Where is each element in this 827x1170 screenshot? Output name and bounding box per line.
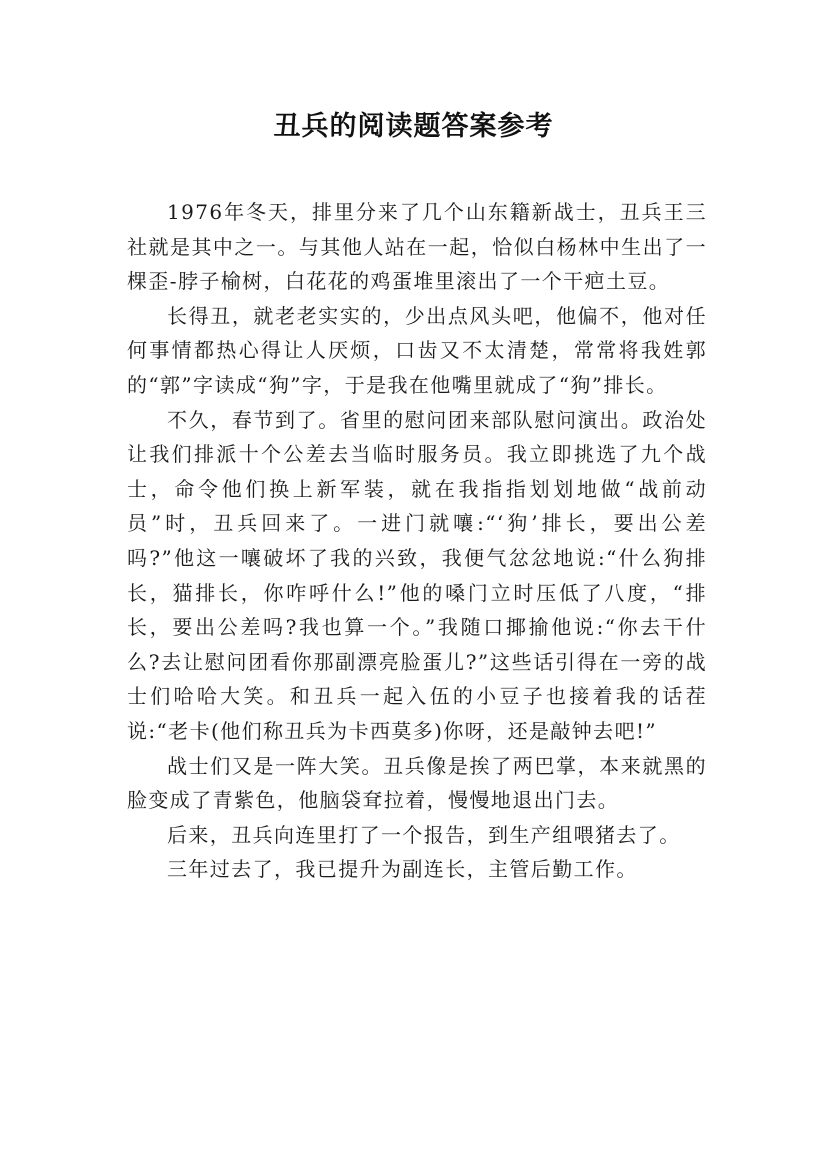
document-body [127,195,707,887]
paragraph: 战士们又是一阵大笑。丑兵像是挨了两巴掌，本来就黑的脸变成了青紫色，他脑袋耷拉着，慢慢地退出门去。 [127,753,707,813]
paragraph: 长得丑，就老老实实的，少出点风头吧，他偏不，他对任何事情都热心得让人厌烦，口齿又不太清楚，常常将我姓郭的“郭”字读成“狗”字，于是我在他嘴里就成了“狗”排长。 [127,303,707,397]
paragraph: 后来，丑兵向连里打了一个报告，到生产组喂猪去了。 [167,822,681,847]
document-title: 丑兵的阅读题答案参考 [273,111,554,142]
paragraph: 1976年冬天，排里分来了几个山东籍新战士，丑兵王三社就是其中之一。与其他人站在一起，恰似白杨林中生出了一棵歪-脖子榆树，白花花的鸡蛋堆里滚出了一个干疤土豆。 [127,200,707,294]
paragraph: 不久，春节到了。省里的慰问团来部队慰问演出。政治处让我们排派十个公差去当临时服务员。我立即挑选了九个战士，命令他们换上新军装，就在我指指划划地做“战前动员”时，丑兵回来了。一进门就嚷:“‘狗’排长，要出公差吗?”他这一嚷破坏了我的兴致，我便气忿忿地说:“什么狗排长，猫排长，你咋呼什么!”他的嗓门立时压低了八度，“排长，要出公差吗?我也算一个。”我随口揶揄他说:“你去干什么?去让慰问团看你那副漂亮脸蛋儿?”这些话引得在一旁的战士们哈哈大笑。和丑兵一起入伍的小豆子也接着我的话茬说:“老卡(他们称丑兵为卡西莫多)你呀，还是敲钟去吧!” [127,407,707,743]
paragraph: 三年过去了，我已提升为副连长，主管后勤工作。 [167,857,638,882]
